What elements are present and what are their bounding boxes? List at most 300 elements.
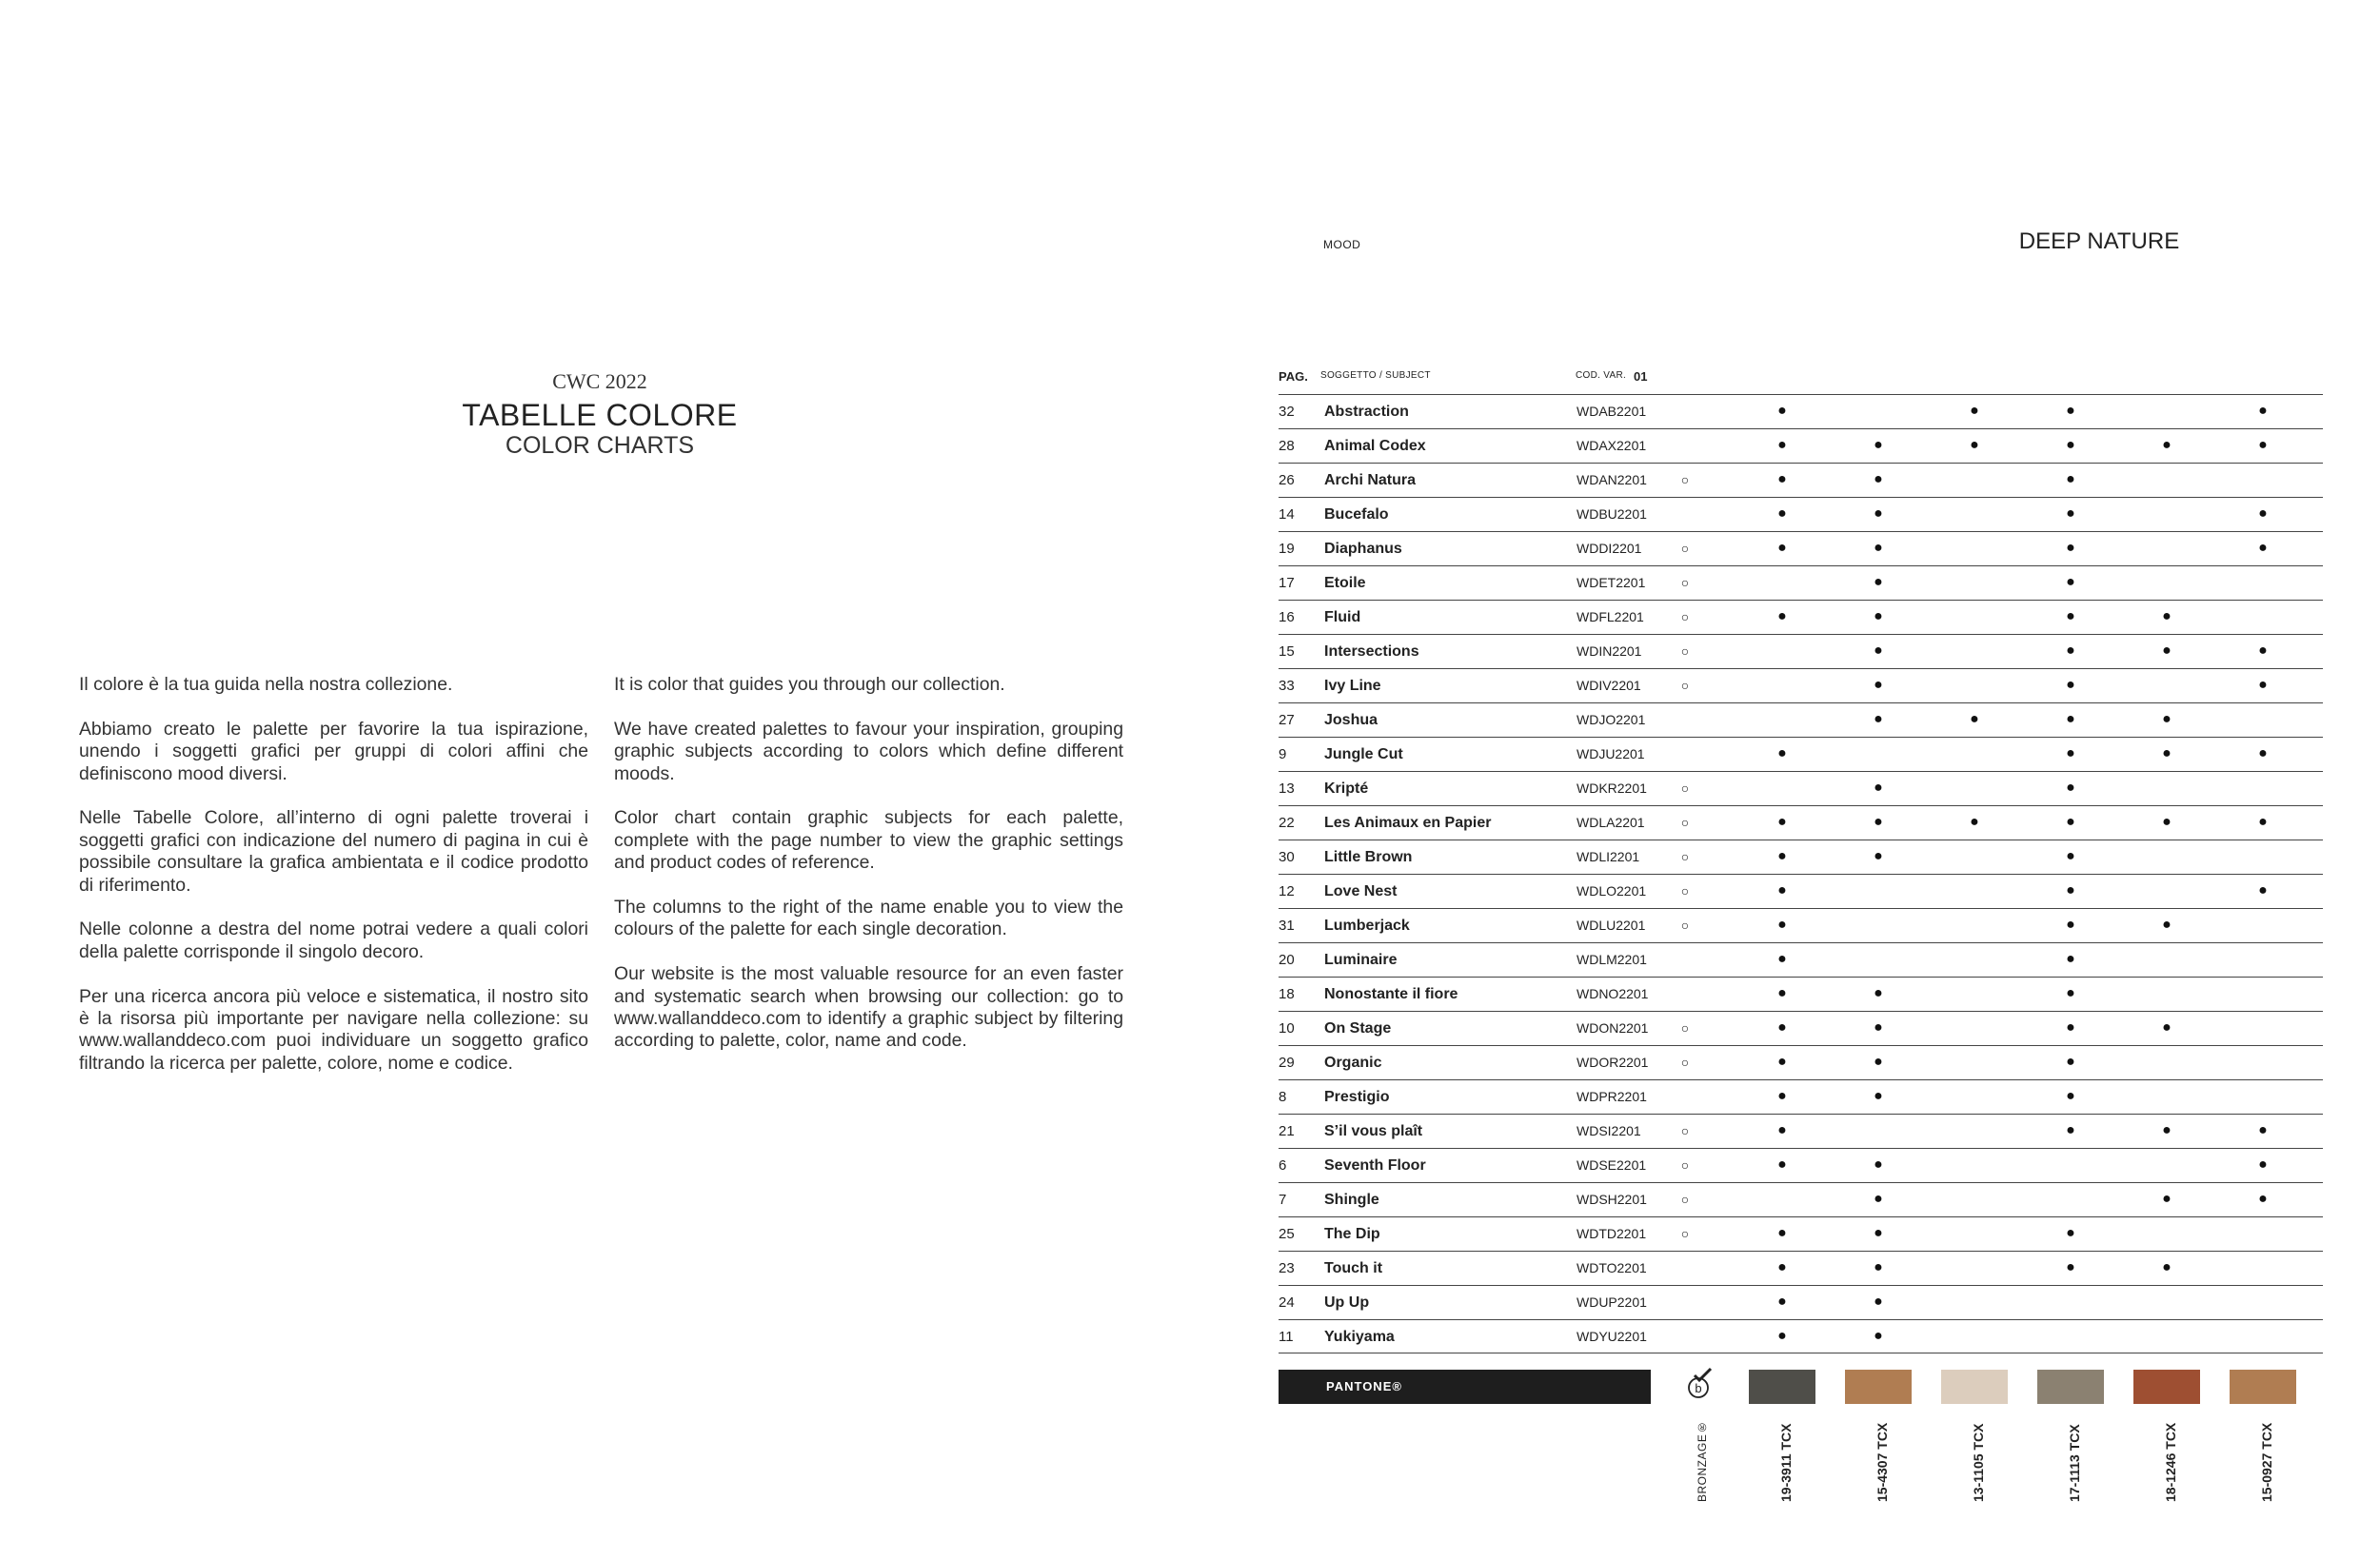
- row-page-number: 15: [1279, 643, 1295, 660]
- row-page-number: 28: [1279, 438, 1295, 454]
- row-subject: Archi Natura: [1324, 472, 1417, 488]
- color-mark: ●: [2258, 505, 2268, 522]
- color-mark: [1671, 395, 1699, 427]
- row-page-number: 21: [1279, 1123, 1295, 1139]
- color-mark: [2056, 1149, 2085, 1181]
- table-row: [1279, 805, 2323, 840]
- bronzage-mark: ○: [1680, 849, 1690, 864]
- color-mark: ●: [1777, 403, 1787, 419]
- color-mark: [1864, 738, 1893, 770]
- color-mark: ●: [2066, 505, 2075, 522]
- table-row: [1279, 1045, 2323, 1079]
- pantone-code-label: 15-4307 TCX: [1874, 1422, 1890, 1502]
- color-mark: [1671, 1320, 1699, 1353]
- color-mark: [2249, 772, 2277, 804]
- header-cod-var: COD. VAR.: [1576, 370, 1627, 381]
- color-mark: ●: [1874, 848, 1883, 864]
- color-mark: [2249, 978, 2277, 1010]
- color-mark: ●: [1777, 1328, 1787, 1344]
- color-mark: ●: [2066, 814, 2075, 830]
- row-page-number: 14: [1279, 506, 1295, 523]
- color-mark: ●: [1874, 711, 1883, 727]
- row-code: WDAB2201: [1577, 404, 1647, 419]
- color-mark: ●: [2258, 540, 2268, 556]
- row-page-number: 18: [1279, 986, 1295, 1002]
- row-page-number: 19: [1279, 541, 1295, 557]
- row-code: WDBU2201: [1577, 506, 1647, 522]
- bronzage-label-wrap: [1688, 1411, 1716, 1506]
- color-mark: [2249, 703, 2277, 736]
- color-mark: [2152, 1046, 2181, 1078]
- color-mark: ●: [1777, 540, 1787, 556]
- pantone-swatch: [2037, 1370, 2104, 1404]
- color-mark: ●: [1874, 574, 1883, 590]
- table-row: [1279, 737, 2323, 771]
- row-code: WDIN2201: [1577, 643, 1642, 659]
- row-code: WDLM2201: [1577, 952, 1647, 967]
- color-mark: ●: [2258, 642, 2268, 659]
- color-mark: [1960, 738, 1989, 770]
- color-mark: [2249, 1080, 2277, 1113]
- color-mark: ●: [1874, 540, 1883, 556]
- table-row: [1279, 1148, 2323, 1182]
- row-page-number: 7: [1279, 1192, 1287, 1208]
- pantone-code-label: 13-1105 TCX: [1971, 1423, 1986, 1502]
- bronzage-mark: ○: [1680, 815, 1690, 830]
- bronzage-mark: ○: [1680, 472, 1690, 487]
- row-code: WDJU2201: [1577, 746, 1645, 761]
- english-text-column: [614, 674, 1123, 1075]
- color-mark: ●: [1777, 1225, 1787, 1241]
- color-mark: ●: [1777, 1259, 1787, 1275]
- table-row: [1279, 1251, 2323, 1285]
- table-row: [1279, 840, 2323, 874]
- row-code: WDTD2201: [1577, 1226, 1647, 1241]
- color-mark: [2152, 669, 2181, 701]
- color-mark: [2152, 943, 2181, 976]
- color-mark: ●: [1777, 1156, 1787, 1173]
- color-mark: [2056, 1320, 2085, 1353]
- table-row: [1279, 531, 2323, 565]
- row-subject: Jungle Cut: [1324, 746, 1403, 762]
- color-mark: ●: [2066, 1054, 2075, 1070]
- color-mark: [1864, 943, 1893, 976]
- color-mark: ●: [1777, 1054, 1787, 1070]
- color-mark: [1671, 703, 1699, 736]
- color-mark: ●: [2066, 642, 2075, 659]
- color-mark: ●: [1874, 471, 1883, 487]
- color-mark: ●: [2258, 1156, 2268, 1173]
- color-mark: ●: [2258, 745, 2268, 761]
- table-row: [1279, 1114, 2323, 1148]
- table-row: [1279, 497, 2323, 531]
- row-page-number: 25: [1279, 1226, 1295, 1242]
- row-page-number: 30: [1279, 849, 1295, 865]
- row-subject: Yukiyama: [1324, 1329, 1395, 1345]
- row-code: WDON2201: [1577, 1020, 1649, 1036]
- color-mark: ●: [2066, 677, 2075, 693]
- color-mark: [2152, 532, 2181, 564]
- color-mark: ●: [2162, 917, 2172, 933]
- color-mark: ●: [1777, 1088, 1787, 1104]
- row-code: WDJO2201: [1577, 712, 1646, 727]
- pantone-code-label: 18-1246 TCX: [2163, 1422, 2178, 1502]
- color-mark: ●: [2066, 917, 2075, 933]
- color-mark: [1671, 1286, 1699, 1318]
- table-row: [1279, 1011, 2323, 1045]
- en-paragraph: The columns to the right of the name enable you to view the colours of the palette for each single decoration.: [614, 897, 1123, 940]
- color-mark: ●: [1777, 951, 1787, 967]
- color-mark: ●: [1970, 814, 1979, 830]
- it-paragraph: Nelle Tabelle Colore, all’interno di ogni palette troverai i soggetti grafici con indicazione del numero di pagina in cui è possibile consultare la grafica ambientata e il codice prodotto di riferimento.: [79, 807, 588, 896]
- row-page-number: 6: [1279, 1157, 1287, 1174]
- pantone-swatch: [1941, 1370, 2008, 1404]
- color-mark: ●: [2066, 403, 2075, 419]
- table-row: [1279, 1285, 2323, 1319]
- color-mark: ●: [2066, 985, 2075, 1001]
- row-subject: Nonostante il fiore: [1324, 986, 1458, 1002]
- color-mark: [1864, 395, 1893, 427]
- color-mark: ●: [1874, 814, 1883, 830]
- color-mark: ●: [2066, 1259, 2075, 1275]
- bronzage-mark: ○: [1680, 609, 1690, 624]
- color-mark: [1768, 566, 1796, 599]
- color-mark: [1960, 1046, 1989, 1078]
- row-page-number: 10: [1279, 1020, 1295, 1037]
- bronzage-mark: ○: [1680, 1123, 1690, 1138]
- table-row: [1279, 908, 2323, 942]
- pantone-code-label: 15-0927 TCX: [2259, 1422, 2274, 1502]
- color-mark: [2152, 1080, 2181, 1113]
- color-mark: [1864, 875, 1893, 907]
- color-mark: [2249, 464, 2277, 496]
- color-mark: ●: [1777, 814, 1787, 830]
- color-mark: [1671, 738, 1699, 770]
- row-page-number: 27: [1279, 712, 1295, 728]
- row-subject: Joshua: [1324, 712, 1378, 728]
- color-mark: ●: [2066, 540, 2075, 556]
- color-mark: ●: [2066, 882, 2075, 899]
- en-paragraph: We have created palettes to favour your inspiration, grouping graphic subjects according to colors which define different moods.: [614, 718, 1123, 784]
- color-mark: ●: [2066, 745, 2075, 761]
- color-mark: [1960, 1183, 1989, 1215]
- bronzage-label: BRONZAGE®: [1696, 1420, 1709, 1502]
- table-row: [1279, 771, 2323, 805]
- row-code: WDPR2201: [1577, 1089, 1647, 1104]
- row-subject: S’il vous plaît: [1324, 1123, 1423, 1139]
- color-mark: ●: [1874, 642, 1883, 659]
- row-page-number: 9: [1279, 746, 1287, 762]
- color-mark: [2152, 566, 2181, 599]
- pantone-code-wrap: [1867, 1411, 1895, 1506]
- color-mark: [1671, 498, 1699, 530]
- pantone-swatch: [1845, 1370, 1912, 1404]
- row-page-number: 12: [1279, 883, 1295, 899]
- color-mark: ●: [1874, 505, 1883, 522]
- color-mark: [2152, 395, 2181, 427]
- color-mark: [1960, 1149, 1989, 1181]
- row-subject: Love Nest: [1324, 883, 1398, 899]
- row-subject: Bucefalo: [1324, 506, 1389, 523]
- table-row: [1279, 394, 2323, 428]
- row-subject: Ivy Line: [1324, 678, 1381, 694]
- row-subject: Animal Codex: [1324, 438, 1426, 454]
- color-mark: ●: [2066, 574, 2075, 590]
- color-mark: ●: [2066, 471, 2075, 487]
- color-mark: ●: [2162, 745, 2172, 761]
- color-mark: ●: [2258, 1191, 2268, 1207]
- row-subject: Diaphanus: [1324, 541, 1402, 557]
- page-title: TABELLE COLORE: [462, 398, 738, 432]
- row-code: WDKR2201: [1577, 780, 1647, 796]
- color-mark: ●: [1874, 677, 1883, 693]
- row-code: WDLI2201: [1577, 849, 1640, 864]
- pantone-code-wrap: [2155, 1411, 2184, 1506]
- page-subtitle: COLOR CHARTS: [505, 432, 695, 459]
- color-mark: [1768, 1183, 1796, 1215]
- color-mark: ●: [1874, 1225, 1883, 1241]
- color-mark: [1960, 532, 1989, 564]
- row-page-number: 24: [1279, 1294, 1295, 1311]
- bronzage-mark: ○: [1680, 1192, 1690, 1207]
- bronzage-mark: ○: [1680, 1055, 1690, 1070]
- color-mark: [1671, 978, 1699, 1010]
- color-mark: [1960, 498, 1989, 530]
- color-mark: [2249, 566, 2277, 599]
- bronzage-mark: ○: [1680, 780, 1690, 796]
- pantone-code-label: 17-1113 TCX: [2067, 1424, 2082, 1502]
- color-mark: [2056, 1286, 2085, 1318]
- mood-label: MOOD: [1323, 238, 1361, 251]
- color-mark: [1960, 1320, 1989, 1353]
- color-chart-table: [1279, 394, 2323, 1353]
- color-mark: [1960, 943, 1989, 976]
- row-subject: Etoile: [1324, 575, 1366, 591]
- color-mark: ●: [2066, 848, 2075, 864]
- color-mark: ●: [1777, 848, 1787, 864]
- row-subject: Lumberjack: [1324, 918, 1410, 934]
- row-code: WDFL2201: [1577, 609, 1644, 624]
- table-row: [1279, 702, 2323, 737]
- color-mark: [1960, 669, 1989, 701]
- row-page-number: 11: [1279, 1329, 1294, 1345]
- row-subject: Seventh Floor: [1324, 1157, 1426, 1174]
- row-code: WDUP2201: [1577, 1294, 1647, 1310]
- color-mark: [1960, 1217, 1989, 1250]
- color-mark: [1960, 1080, 1989, 1113]
- color-mark: ●: [1777, 1294, 1787, 1310]
- header-pag: PAG.: [1279, 369, 1308, 384]
- color-mark: ●: [1777, 1019, 1787, 1036]
- table-row: [1279, 463, 2323, 497]
- color-mark: ●: [2258, 1122, 2268, 1138]
- table-row: [1279, 565, 2323, 600]
- table-row: [1279, 668, 2323, 702]
- bronzage-mark: ○: [1680, 575, 1690, 590]
- row-subject: Touch it: [1324, 1260, 1383, 1276]
- color-mark: ●: [1874, 1088, 1883, 1104]
- color-mark: [1768, 703, 1796, 736]
- color-mark: ●: [1874, 437, 1883, 453]
- color-mark: [1671, 943, 1699, 976]
- bronzage-mark: ○: [1680, 1020, 1690, 1036]
- en-paragraph: It is color that guides you through our collection.: [614, 674, 1005, 695]
- color-mark: [2152, 772, 2181, 804]
- color-mark: [2056, 1183, 2085, 1215]
- color-mark: ●: [2162, 1259, 2172, 1275]
- color-mark: [1671, 429, 1699, 462]
- color-mark: ●: [2258, 403, 2268, 419]
- row-subject: Les Animaux en Papier: [1324, 815, 1492, 831]
- row-code: WDDI2201: [1577, 541, 1642, 556]
- color-mark: [1864, 909, 1893, 941]
- color-mark: ●: [2162, 642, 2172, 659]
- color-mark: [1960, 840, 1989, 873]
- color-mark: [2249, 1046, 2277, 1078]
- row-page-number: 16: [1279, 609, 1295, 625]
- color-mark: ●: [2258, 677, 2268, 693]
- row-page-number: 29: [1279, 1055, 1295, 1071]
- color-mark: [2152, 1149, 2181, 1181]
- color-mark: ●: [2066, 1225, 2075, 1241]
- row-subject: Intersections: [1324, 643, 1419, 660]
- pantone-code-wrap: [1771, 1411, 1799, 1506]
- row-code: WDLO2201: [1577, 883, 1647, 899]
- row-code: WDLA2201: [1577, 815, 1645, 830]
- color-mark: [1960, 909, 1989, 941]
- color-mark: [1960, 601, 1989, 633]
- pantone-code-wrap: [2251, 1411, 2280, 1506]
- color-mark: ●: [1970, 437, 1979, 453]
- row-code: WDAN2201: [1577, 472, 1647, 487]
- color-mark: ●: [2162, 814, 2172, 830]
- italian-text-column: [79, 674, 588, 1097]
- color-mark: [2249, 1217, 2277, 1250]
- pantone-bar: [1279, 1370, 1651, 1404]
- row-page-number: 32: [1279, 404, 1295, 420]
- row-code: WDET2201: [1577, 575, 1646, 590]
- color-mark: [2249, 601, 2277, 633]
- row-code: WDOR2201: [1577, 1055, 1649, 1070]
- row-subject: Luminaire: [1324, 952, 1398, 968]
- en-paragraph: Our website is the most valuable resource for an even faster and systematic search when browsing our collection: go to www.wallanddeco.com to identify a graphic subject by filtering according to palette, color, name and code.: [614, 963, 1123, 1052]
- bronzage-mark: ○: [1680, 541, 1690, 556]
- row-page-number: 13: [1279, 780, 1295, 797]
- color-mark: ●: [1777, 917, 1787, 933]
- pantone-code-label: 19-3911 TCX: [1778, 1423, 1794, 1502]
- color-mark: [2249, 1252, 2277, 1284]
- color-mark: ●: [1874, 1054, 1883, 1070]
- color-mark: [1864, 1115, 1893, 1147]
- color-mark: ●: [2066, 711, 2075, 727]
- color-mark: [1768, 772, 1796, 804]
- row-code: WDSI2201: [1577, 1123, 1641, 1138]
- row-subject: Up Up: [1324, 1294, 1370, 1311]
- color-mark: [1960, 978, 1989, 1010]
- pantone-label: PANTONE®: [1326, 1379, 1402, 1393]
- table-row: [1279, 1216, 2323, 1251]
- row-page-number: 17: [1279, 575, 1295, 591]
- color-mark: ●: [2066, 780, 2075, 796]
- color-mark: ●: [2162, 1191, 2172, 1207]
- row-code: WDSH2201: [1577, 1192, 1647, 1207]
- color-mark: [1960, 464, 1989, 496]
- row-subject: Shingle: [1324, 1192, 1379, 1208]
- color-mark: [1960, 566, 1989, 599]
- row-page-number: 8: [1279, 1089, 1287, 1105]
- row-subject: Fluid: [1324, 609, 1361, 625]
- color-mark: [2152, 840, 2181, 873]
- color-mark: [1960, 772, 1989, 804]
- color-mark: [2249, 1320, 2277, 1353]
- bronzage-mark: ○: [1680, 918, 1690, 933]
- color-mark: ●: [2066, 1122, 2075, 1138]
- color-mark: [1960, 1286, 1989, 1318]
- color-mark: ●: [2066, 1088, 2075, 1104]
- mood-name: DEEP NATURE: [2018, 228, 2180, 254]
- color-mark: ●: [1874, 1328, 1883, 1344]
- row-code: WDAX2201: [1577, 438, 1647, 453]
- color-mark: [2152, 875, 2181, 907]
- color-mark: [2152, 1217, 2181, 1250]
- bronzage-mark: ○: [1680, 883, 1690, 899]
- color-mark: ●: [2258, 882, 2268, 899]
- table-row: [1279, 600, 2323, 634]
- table-row: [1279, 977, 2323, 1011]
- color-mark: ●: [1777, 505, 1787, 522]
- color-mark: [2249, 840, 2277, 873]
- color-mark: [2152, 1286, 2181, 1318]
- color-mark: ●: [1777, 985, 1787, 1001]
- header-subject: SOGGETTO / SUBJECT: [1320, 370, 1431, 381]
- color-mark: [1960, 1252, 1989, 1284]
- it-paragraph: Nelle colonne a destra del nome potrai vedere a quali colori della palette corrisponde il singolo decoro.: [79, 919, 588, 962]
- table-row: [1279, 1319, 2323, 1353]
- row-subject: Organic: [1324, 1055, 1382, 1071]
- color-mark: ●: [2258, 437, 2268, 453]
- row-subject: The Dip: [1324, 1226, 1380, 1242]
- cwc-year: CWC 2022: [552, 369, 647, 393]
- color-mark: [2152, 464, 2181, 496]
- color-mark: ●: [2066, 608, 2075, 624]
- it-paragraph: Il colore è la tua guida nella nostra collezione.: [79, 674, 453, 695]
- color-mark: ●: [1970, 711, 1979, 727]
- color-mark: ●: [1874, 985, 1883, 1001]
- color-mark: ●: [1874, 608, 1883, 624]
- color-mark: [1960, 875, 1989, 907]
- it-paragraph: Per una ricerca ancora più veloce e sistematica, il nostro sito è la risorsa più importante per navigare nella collezione: su www.wallanddeco.com puoi individuare un soggetto grafico filtrando la ricerca per palette, colore, nome e codice.: [79, 985, 588, 1074]
- row-code: WDTO2201: [1577, 1260, 1647, 1275]
- row-page-number: 20: [1279, 952, 1295, 968]
- color-mark: [1960, 1012, 1989, 1044]
- color-mark: ●: [2162, 608, 2172, 624]
- pantone-swatch: [2133, 1370, 2200, 1404]
- color-mark: ●: [1874, 1156, 1883, 1173]
- pantone-code-wrap: [2059, 1411, 2088, 1506]
- bronzage-mark: ○: [1680, 678, 1690, 693]
- color-mark: ●: [1777, 745, 1787, 761]
- color-mark: [1671, 1252, 1699, 1284]
- table-row: [1279, 634, 2323, 668]
- color-mark: ●: [2162, 711, 2172, 727]
- color-mark: [2152, 978, 2181, 1010]
- color-mark: ●: [1874, 1294, 1883, 1310]
- color-mark: [1960, 1115, 1989, 1147]
- row-code: WDSE2201: [1577, 1157, 1647, 1173]
- row-code: WDYU2201: [1577, 1329, 1647, 1344]
- table-row: [1279, 428, 2323, 463]
- row-subject: Abstraction: [1324, 404, 1409, 420]
